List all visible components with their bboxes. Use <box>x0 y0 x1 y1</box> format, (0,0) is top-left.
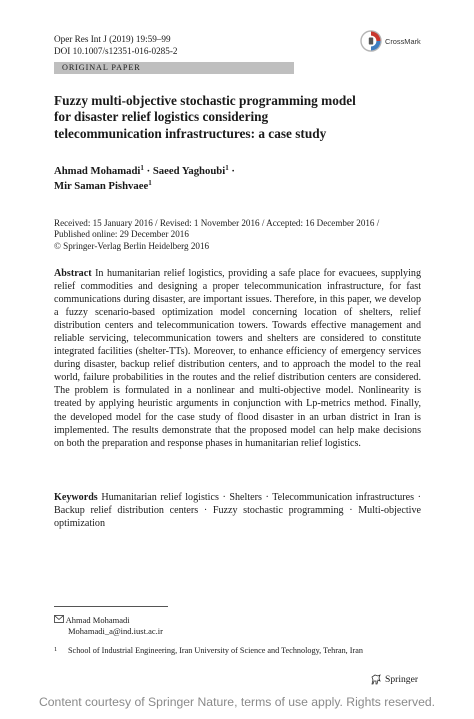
publication-dates <box>54 218 379 252</box>
springer-horse-icon <box>370 674 382 685</box>
abstract-body: In humanitarian relief logistics, providing a safe place for evacuees, supplying relief commodities and designing a proper telecommunication infrastructure, for fast communications during disaster, are important issues. Therefore, in this paper, we develop a fuzzy scenario-based optimization model concerning location of shelters, relief distribution centers and telecommunication towers. Towards effective management and reliable servicing, telecommunication towers and shelters are considered to constitute integrated facilities (shelter-TTs). Moreover, to enhance efficiency of emergency services during disaster, backup relief distribution centers, and to approach the model to the real world, failure probabilities in the routes and the relief distribution centers are considered. The problem is formulated in a nonlinear and multi-objective model. Nonlinearity is treated by applying heuristic arguments in conjunction with Lp-metrics method. Finally, the developed model for the case study of flood disaster in an urban district in Iran is implemented. The results demonstrate that the proposed model can help make decisions on both the preparation and response phases in humanitarian relief logistics. <box>54 268 421 449</box>
keywords-body: Humanitarian relief logistics · Shelters · Telecommunication infrastructures · Backup relief distribution centers · Fuzzy stochastic programming · Multi-objective optimization <box>54 492 422 530</box>
author-name[interactable]: Saeed Yaghoubi <box>152 165 226 177</box>
author-separator: · <box>143 165 153 177</box>
keywords-heading: Keywords <box>54 492 98 503</box>
paper-title <box>54 93 434 142</box>
abstract-heading: Abstract <box>54 268 92 279</box>
affiliation-text: School of Industrial Engineering, Iran University of Science and Technology, Tehran, Iran <box>68 646 363 655</box>
publisher-name: Springer <box>385 674 419 685</box>
affiliation-note <box>54 645 363 656</box>
footnote-divider <box>54 606 168 607</box>
article-type-banner <box>54 62 294 74</box>
history-dates: Received: 15 January 2016 / Revised: 1 November 2016 / Accepted: 16 December 2016 / <box>54 218 380 228</box>
envelope-icon <box>54 615 64 623</box>
title-line: for disaster relief logistics considering <box>54 109 269 125</box>
abstract-section <box>54 267 421 450</box>
author-name[interactable]: Mir Saman Pishvaee <box>54 180 149 192</box>
corresponding-author-note <box>54 615 163 637</box>
published-online-date: Published online: 29 December 2016 <box>54 229 189 240</box>
journal-citation: Oper Res Int J (2019) 19:59–99 <box>54 34 171 44</box>
author-line <box>54 164 235 179</box>
author-affiliation-mark: 1 <box>225 164 229 172</box>
author-separator: · <box>228 165 235 177</box>
corresponding-author-name: Ahmad Mohamadi <box>65 615 130 625</box>
title-line: telecommunication infrastructures: a case study <box>54 125 327 141</box>
author-line <box>54 179 235 194</box>
doi[interactable]: DOI 10.1007/s12351-016-0285-2 <box>54 45 178 56</box>
title-line: Fuzzy multi-objective stochastic programming model <box>54 93 356 108</box>
crossmark-badge[interactable] <box>360 30 421 52</box>
affiliation-number: 1 <box>54 646 58 653</box>
courtesy-notice: Content courtesy of Springer Nature, terms of use apply. Rights reserved. <box>38 695 436 709</box>
journal-info <box>54 34 178 57</box>
publisher-mark <box>370 674 418 685</box>
author-list <box>54 164 235 194</box>
article-type-label: ORIGINAL PAPER <box>62 63 141 72</box>
author-name[interactable]: Ahmad Mohamadi <box>54 165 141 177</box>
copyright-line: © Springer-Verlag Berlin Heidelberg 2016 <box>54 240 210 251</box>
corresponding-author-email[interactable]: Mohamadi_a@ind.iust.ac.ir <box>68 626 163 636</box>
author-affiliation-mark: 1 <box>148 179 152 187</box>
keywords-section <box>54 491 421 530</box>
crossmark-label: CrossMark <box>385 36 421 46</box>
crossmark-icon <box>360 30 382 52</box>
author-affiliation-mark: 1 <box>140 164 144 172</box>
